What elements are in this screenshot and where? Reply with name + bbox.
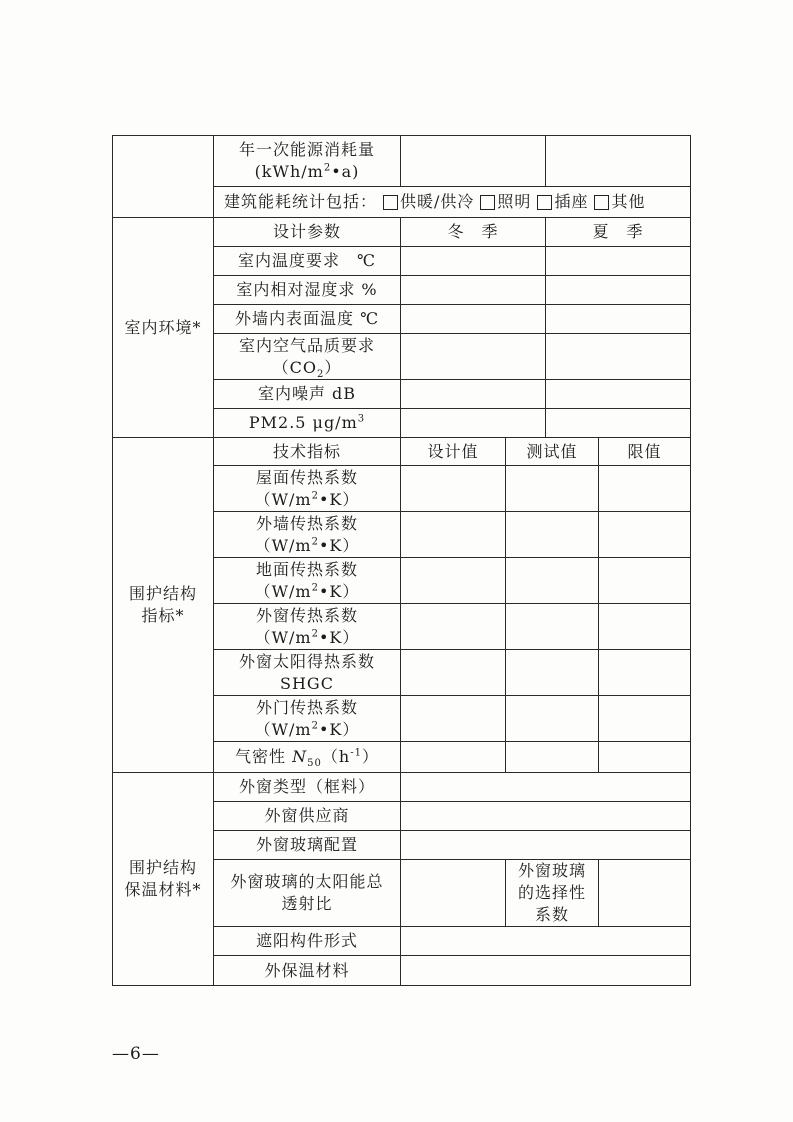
glass-selectivity-text	[518, 860, 586, 926]
wall-u-label	[213, 511, 401, 558]
airtightness-test[interactable]	[505, 741, 599, 773]
window-supplier-label	[213, 801, 401, 831]
airtightness-unit-post: ）	[361, 747, 379, 766]
shgc-design[interactable]	[400, 649, 506, 696]
ground-u-unit-post: •K）	[318, 581, 360, 601]
wall-temp-winter[interactable]	[400, 304, 546, 334]
indoor-section-text: 室内环境*	[124, 317, 202, 337]
pm25-summer[interactable]	[545, 408, 691, 438]
roof-u-unit-sup: 2	[311, 490, 319, 502]
airtightness-symbol: N	[292, 747, 308, 766]
wall-u-design[interactable]	[400, 511, 506, 558]
glass-solar-transmittance-value[interactable]	[400, 859, 506, 927]
glass-config-text: 外窗玻璃配置	[255, 835, 358, 854]
ground-u-limit[interactable]	[598, 557, 691, 604]
shgc-text	[239, 651, 375, 695]
glass-selectivity-label	[505, 859, 599, 927]
envelope-header-limit-text: 限值	[627, 441, 662, 461]
annual-energy-unit-sup: 2	[323, 162, 332, 174]
indoor-header-summer	[545, 217, 691, 247]
shading-text: 遮阳构件形式	[255, 931, 358, 950]
envelope-section-line2: 指标*	[141, 606, 185, 625]
shading-label	[213, 926, 401, 956]
glass-solar-transmittance-text	[230, 871, 383, 915]
ground-u-test[interactable]	[505, 557, 599, 604]
window-u-text	[255, 605, 360, 649]
pm25-winter[interactable]	[400, 408, 546, 438]
annual-energy-text	[239, 139, 375, 183]
indoor-humidity-summer[interactable]	[545, 275, 691, 305]
wall-u-test[interactable]	[505, 511, 599, 558]
glass-config-value[interactable]	[400, 830, 691, 860]
airtightness-symbol-sub: 50	[307, 758, 322, 770]
materials-section-label	[112, 772, 214, 986]
wall-temp-text: 外墙内表面温度 ℃	[235, 309, 379, 328]
indoor-temp-winter[interactable]	[400, 246, 546, 276]
glass-config-label	[213, 830, 401, 860]
envelope-section-line1: 围护结构	[128, 584, 197, 603]
air-quality-unit-post: ）	[324, 357, 342, 377]
air-quality-text	[239, 335, 375, 379]
door-u-text	[255, 697, 360, 741]
shgc-abbrev: SHGC	[280, 673, 334, 693]
air-quality-unit: （CO	[272, 357, 317, 377]
wall-u-unit-sup: 2	[311, 536, 319, 548]
envelope-section-text	[129, 583, 197, 627]
indoor-header-summer-text: 夏 季	[592, 222, 644, 241]
airtightness-text	[235, 746, 379, 768]
annual-energy-title: 年一次能源消耗量	[238, 140, 375, 159]
indoor-temp-summer[interactable]	[545, 246, 691, 276]
ground-u-design[interactable]	[400, 557, 506, 604]
roof-u-label	[213, 465, 401, 512]
window-u-test[interactable]	[505, 603, 599, 650]
air-quality-summer[interactable]	[545, 333, 691, 380]
shgc-test[interactable]	[505, 649, 599, 696]
airtightness-label	[213, 741, 401, 773]
window-u-unit-post: •K）	[318, 627, 360, 647]
noise-summer[interactable]	[545, 379, 691, 409]
window-u-unit-sup: 2	[311, 628, 319, 640]
wall-temp-label	[213, 304, 401, 334]
socket-option: 插座	[554, 192, 589, 211]
lighting-checkbox[interactable]	[480, 195, 495, 210]
air-quality-label	[213, 333, 401, 380]
door-u-unit: （W/m	[254, 719, 312, 739]
door-u-label	[213, 695, 401, 742]
air-quality-unit-sub: 2	[316, 368, 325, 380]
envelope-section-label	[112, 437, 214, 773]
wall-u-title: 外墙传热系数	[255, 513, 358, 533]
door-u-unit-post: •K）	[318, 719, 360, 739]
airtightness-unit: （h	[321, 747, 351, 766]
heating-cooling-checkbox[interactable]	[383, 195, 398, 210]
roof-u-text	[255, 467, 360, 511]
shgc-title: 外窗太阳得热系数	[238, 651, 375, 671]
roof-u-unit-post: •K）	[318, 489, 360, 509]
wall-u-limit[interactable]	[598, 511, 691, 558]
envelope-header-limit	[598, 437, 691, 466]
window-u-title: 外窗传热系数	[255, 605, 358, 625]
annual-energy-unit: (kWh/m	[254, 162, 324, 181]
noise-label	[213, 379, 401, 409]
window-u-design[interactable]	[400, 603, 506, 650]
airtightness-unit-sup: -1	[350, 747, 362, 759]
ground-u-label	[213, 557, 401, 604]
heating-cooling-option: 供暖/供冷	[400, 192, 475, 211]
indoor-header-param	[213, 217, 401, 247]
ground-u-unit: （W/m	[254, 581, 312, 601]
wall-temp-summer[interactable]	[545, 304, 691, 334]
indoor-header-winter	[400, 217, 546, 247]
glass-selectivity-line2: 的选择性	[517, 883, 586, 902]
indoor-header-winter-text: 冬 季	[447, 222, 499, 241]
pm25-label	[213, 408, 401, 438]
pm25-text	[249, 412, 365, 434]
air-quality-winter[interactable]	[400, 333, 546, 380]
other-option: 其他	[611, 192, 646, 211]
indoor-temp-text: 室内温度要求 ℃	[238, 251, 376, 270]
indoor-temp-label	[213, 246, 401, 276]
annual-energy-summer-value[interactable]	[545, 135, 691, 187]
roof-u-title: 屋面传热系数	[255, 467, 358, 487]
window-u-unit: （W/m	[254, 627, 312, 647]
envelope-header-design	[400, 437, 506, 466]
window-type-text: 外窗类型（框料）	[238, 777, 375, 796]
wall-u-unit: （W/m	[254, 535, 312, 555]
lighting-option: 照明	[497, 192, 532, 211]
materials-section-line1: 围护结构	[128, 858, 197, 877]
shgc-limit[interactable]	[598, 649, 691, 696]
energy-section-cell	[112, 135, 214, 218]
glass-selectivity-line3: 系数	[534, 905, 569, 924]
glass-solar-transmittance-label	[213, 859, 401, 927]
glass-solar-line2: 透射比	[281, 894, 333, 913]
materials-section-line2: 保温材料*	[124, 880, 202, 899]
envelope-header-design-text: 设计值	[427, 441, 479, 461]
window-type-value[interactable]	[400, 772, 691, 802]
door-u-limit[interactable]	[598, 695, 691, 742]
door-u-title: 外门传热系数	[255, 697, 358, 717]
shading-value[interactable]	[400, 926, 691, 956]
socket-checkbox[interactable]	[537, 195, 552, 210]
airtightness-title: 气密性	[235, 747, 293, 766]
wall-u-unit-post: •K）	[318, 535, 360, 555]
door-u-test[interactable]	[505, 695, 599, 742]
annual-energy-label	[213, 135, 401, 187]
energy-stat-row	[213, 186, 691, 218]
glass-solar-line1: 外窗玻璃的太阳能总	[230, 872, 384, 891]
window-u-label	[213, 603, 401, 650]
indoor-humidity-text: 室内相对湿度求 %	[236, 280, 378, 299]
window-u-limit[interactable]	[598, 603, 691, 650]
annual-energy-winter-value[interactable]	[400, 135, 546, 187]
indoor-section-label	[112, 217, 214, 438]
annual-energy-unit-post: •a)	[331, 162, 360, 181]
glass-selectivity-value[interactable]	[598, 859, 691, 927]
pm25-unit-sup: 3	[357, 413, 366, 425]
window-supplier-text: 外窗供应商	[264, 806, 350, 825]
noise-text: 室内噪声 dB	[257, 384, 357, 403]
energy-stat-label: 建筑能耗统计包括：	[224, 192, 378, 211]
insulation-value[interactable]	[400, 955, 691, 986]
other-checkbox[interactable]	[594, 195, 609, 210]
roof-u-test[interactable]	[505, 465, 599, 512]
window-supplier-value[interactable]	[400, 801, 691, 831]
glass-selectivity-line1: 外窗玻璃	[517, 861, 586, 880]
indoor-humidity-label	[213, 275, 401, 305]
roof-u-unit: （W/m	[254, 489, 312, 509]
ground-u-unit-sup: 2	[311, 582, 319, 594]
insulation-label	[213, 955, 401, 986]
noise-winter[interactable]	[400, 379, 546, 409]
indoor-header-param-text: 设计参数	[272, 222, 341, 241]
window-type-label	[213, 772, 401, 802]
air-quality-title: 室内空气品质要求	[238, 335, 375, 355]
shgc-label	[213, 649, 401, 696]
wall-u-text	[255, 513, 360, 557]
envelope-header-test	[505, 437, 599, 466]
door-u-unit-sup: 2	[311, 720, 319, 732]
ground-u-text	[255, 559, 360, 603]
indoor-humidity-winter[interactable]	[400, 275, 546, 305]
roof-u-limit[interactable]	[598, 465, 691, 512]
pm25-unit: PM2.5 μg/m	[248, 413, 358, 432]
ground-u-title: 地面传热系数	[255, 559, 358, 579]
airtightness-limit[interactable]	[598, 741, 691, 773]
insulation-text: 外保温材料	[264, 960, 350, 980]
envelope-header-indicator-text: 技术指标	[272, 441, 341, 461]
page-number: —6—	[112, 1044, 160, 1064]
envelope-header-indicator	[213, 437, 401, 466]
envelope-header-test-text: 测试值	[526, 441, 578, 461]
roof-u-design[interactable]	[400, 465, 506, 512]
door-u-design[interactable]	[400, 695, 506, 742]
materials-section-text	[124, 857, 201, 901]
airtightness-design[interactable]	[400, 741, 506, 773]
